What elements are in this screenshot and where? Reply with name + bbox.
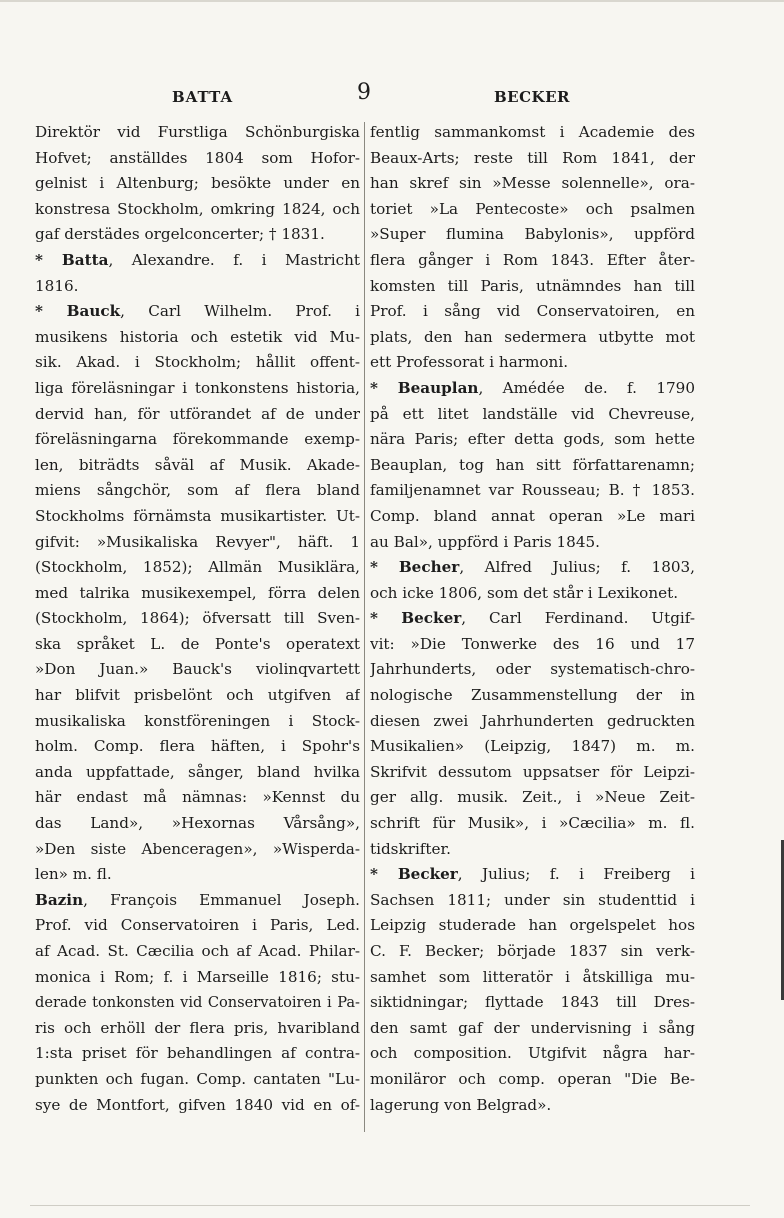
text-line: vit: »Die Tonwerke des 16 und 17	[370, 634, 695, 653]
text-line: derade tonkonsten vid Conservatoiren i Pa-	[35, 994, 360, 1012]
top-edge-line	[0, 0, 784, 2]
entry-headword: * Becher	[370, 558, 460, 577]
text-line: flera gånger i Rom 1843. Efter åter-	[370, 250, 695, 269]
text-line: Jahrhunderts, oder systematisch-chro-	[370, 660, 695, 679]
text-line: »Den siste Abenceragen», »Wisperda-	[35, 839, 360, 858]
text-line: 1:sta priset för behandlingen af contra-	[35, 1044, 360, 1063]
text-line: Musikalien» (Leipzig, 1847) m. m.	[370, 737, 695, 756]
text-line: C. F. Becker; började 1837 sin verk-	[370, 942, 695, 960]
entry-line-becher: * Becher, Alfred Julius; f. 1803,	[370, 558, 695, 577]
text-line: liga föreläsningar i tonkonstens historia,	[35, 378, 360, 397]
text-line: har blifvit prisbelönt och utgifven af	[35, 686, 360, 705]
entry-headword: * Batta	[35, 250, 109, 269]
text-line: på ett litet landställe vid Chevreuse,	[370, 404, 695, 423]
text-line: Comp. bland annat operan »Le mari	[370, 506, 695, 525]
text-line: Beaux-Arts; reste till Rom 1841, der	[370, 148, 695, 167]
entry-line-bauck: * Bauck, Carl Wilhelm. Prof. i	[35, 302, 360, 321]
text-line: familjenamnet var Rousseau; B. † 1853.	[370, 481, 695, 500]
text-line: den samt gaf der undervisning i sång	[370, 1018, 695, 1037]
text-line: musikens historia och estetik vid Mu-	[35, 327, 360, 346]
text-line: (Stockholm, 1852); Allmän Musiklära,	[35, 558, 360, 577]
text-line: au Bal», uppförd i Paris 1845.	[370, 532, 600, 551]
text-line: gaf derstädes orgelconcerter; † 1831.	[35, 225, 325, 244]
text-line: komsten till Paris, utnämndes han till	[370, 276, 695, 295]
entry-line-becker-julius: * Becker, Julius; f. i Freiberg i	[370, 865, 695, 884]
text-line: toriet »La Pentecoste» och psalmen	[370, 199, 695, 218]
text-line: konstresa Stockholm, omkring 1824, och	[35, 199, 360, 218]
entry-headword: Bazin	[35, 890, 84, 909]
text-line: Sachsen 1811; under sin studenttid i	[370, 890, 695, 909]
right-column	[370, 120, 695, 1118]
text-line: samhet som litteratör i åtskilliga mu-	[370, 967, 695, 986]
text-line: (Stockholm, 1864); öfversatt till Sven-	[35, 609, 360, 628]
text-line: ger allg. musik. Zeit., i »Neue Zeit-	[370, 788, 695, 807]
text-line: Direktör vid Furstliga Schönburgiska	[35, 123, 360, 141]
text-line: ris och erhöll der flera pris, hvaribland	[35, 1018, 360, 1037]
text-line: len, biträdts såväl af Musik. Akade-	[35, 455, 360, 474]
text-line: af Acad. St. Cæcilia och af Acad. Philar-	[35, 942, 360, 960]
entry-line-beauplan: * Beauplan, Amédée de. f. 1790	[370, 378, 695, 397]
bottom-edge-line	[30, 1205, 750, 1206]
text-line: Skrifvit dessutom uppsatser för Leipzi-	[370, 762, 695, 781]
text-line: Leipzig studerade han orgelspelet hos	[370, 916, 695, 935]
text-line: monica i Rom; f. i Marseille 1816; stu-	[35, 967, 360, 986]
text-line: plats, den han sedermera utbytte mot	[370, 327, 695, 346]
text-line: len» m. fl.	[35, 865, 112, 884]
entry-headword: * Becker	[370, 609, 462, 628]
text-line: musikaliska konstföreningen i Stock-	[35, 711, 360, 730]
text-line: och icke 1806, som det står i Lexikonet.	[370, 583, 679, 602]
entry-headword: * Bauck	[35, 302, 121, 321]
text-line: med talrika musikexempel, förra delen	[35, 583, 360, 602]
text-line: gelnist i Altenburg; besökte under en	[35, 174, 360, 193]
text-line: Prof. i sång vid Conservatoiren, en	[370, 302, 695, 321]
text-line: och composition. Utgifvit några har-	[370, 1044, 695, 1063]
text-line: ska språket L. de Ponte's operatext	[35, 634, 360, 653]
text-line: Hofvet; anställdes 1804 som Hofor-	[35, 148, 360, 167]
left-column	[35, 120, 360, 1118]
page-number: 9	[357, 80, 371, 105]
text-line: 1816.	[35, 276, 79, 295]
entry-line-becker-carl: * Becker, Carl Ferdinand. Utgif-	[370, 609, 695, 628]
text-line: föreläsningarna förekommande exemp-	[35, 430, 360, 449]
text-line: moniläror och comp. operan "Die Be-	[370, 1069, 695, 1088]
text-line: Beauplan, tog han sitt författarenamn;	[370, 455, 695, 474]
text-line: holm. Comp. flera häften, i Spohr's	[35, 737, 360, 756]
text-line: diesen zwei Jahrhunderten gedruckten	[370, 711, 695, 730]
text-line: han skref sin »Messe solennelle», ora-	[370, 174, 695, 193]
text-line: gifvit: »Musikaliska Revyer", häft. 1	[35, 532, 360, 551]
text-line: Stockholms förnämsta musikartister. Ut-	[35, 506, 360, 525]
text-line: schrift für Musik», i »Cæcilia» m. fl.	[370, 814, 695, 833]
text-line: dervid han, för utförandet af de under	[35, 404, 360, 423]
text-line: miens sångchör, som af flera bland	[35, 481, 360, 500]
entry-line-batta: * Batta, Alexandre. f. i Mastricht	[35, 250, 360, 269]
text-line: fentlig sammankomst i Academie des	[370, 123, 695, 141]
running-header	[0, 80, 784, 110]
text-line: här endast må nämnas: »Kennst du	[35, 788, 360, 807]
text-line: sye de Montfort, gifven 1840 vid en of-	[35, 1095, 360, 1114]
entry-headword: * Beauplan	[370, 378, 479, 397]
text-line: nära Paris; efter detta gods, som hette	[370, 430, 695, 449]
header-right-word: BECKER	[494, 88, 570, 106]
text-line: tidskrifter.	[370, 839, 451, 858]
text-line: sik. Akad. i Stockholm; hållit offent-	[35, 353, 360, 372]
text-line: siktidningar; flyttade 1843 till Dres-	[370, 993, 695, 1012]
text-line: ett Professorat i harmoni.	[370, 353, 569, 372]
text-line: punkten och fugan. Comp. cantaten "Lu-	[35, 1069, 360, 1088]
text-line: »Super flumina Babylonis», uppförd	[370, 225, 695, 244]
entry-headword: * Becker	[370, 865, 458, 884]
text-line: nologische Zusammenstellung der in	[370, 686, 695, 705]
text-line: »Don Juan.» Bauck's violinqvartett	[35, 660, 360, 679]
header-left-word: BATTA	[172, 88, 234, 106]
text-line: Prof. vid Conservatoiren i Paris, Led.	[35, 916, 360, 935]
text-line: lagerung von Belgrad».	[370, 1095, 552, 1114]
text-line: das Land», »Hexornas Vårsång»,	[35, 814, 360, 833]
text-line: anda uppfattade, sånger, bland hvilka	[35, 762, 360, 781]
entry-line-bazin: Bazin, François Emmanuel Joseph.	[35, 890, 360, 909]
column-divider	[364, 122, 365, 1132]
